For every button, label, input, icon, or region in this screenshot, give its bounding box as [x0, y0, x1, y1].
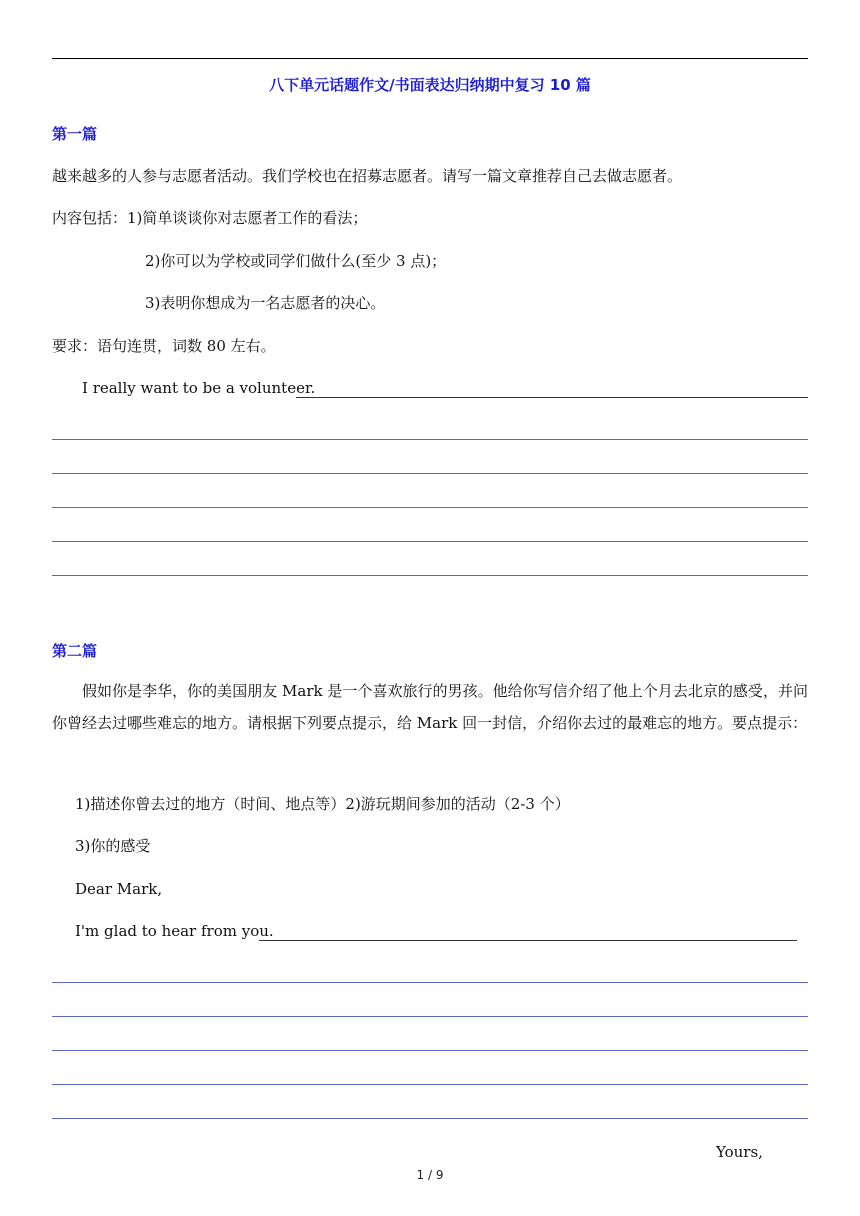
writing-line[interactable]: [52, 439, 808, 440]
section-2-point-3: 3)你的感受: [75, 837, 151, 855]
writing-line[interactable]: [52, 541, 808, 542]
section-1-content-label: 内容包括：1)简单谈谈你对志愿者工作的看法；: [52, 209, 368, 227]
section-2-points-1-2: 1)描述你曾去过的地方（时间、地点等）2)游玩期间参加的活动（2-3 个）: [75, 795, 570, 813]
writing-line[interactable]: [52, 1084, 808, 1085]
section-1-heading: 第一篇: [52, 125, 98, 143]
section-1-starter: I really want to be a volunteer.: [82, 379, 316, 397]
writing-line[interactable]: [52, 982, 808, 983]
page-indicator: 1 / 9: [416, 1168, 444, 1182]
section-1-point-2: 2)你可以为学校或同学们做什么(至少 3 点)；: [145, 252, 447, 270]
letter-closing: Yours,: [716, 1143, 763, 1161]
section-1-prompt: 越来越多的人参与志愿者活动。我们学校也在招募志愿者。请写一篇文章推荐自己去做志愿者。: [52, 167, 683, 185]
writing-line[interactable]: [52, 473, 808, 474]
letter-opening: I'm glad to hear from you.: [75, 922, 274, 940]
writing-line[interactable]: [52, 1016, 808, 1017]
writing-line[interactable]: [52, 575, 808, 576]
document-title: 八下单元话题作文/书面表达归纳期中复习 10 篇: [269, 76, 591, 94]
header-rule: [52, 58, 808, 59]
starter-answer-line[interactable]: [296, 397, 808, 398]
opening-answer-line[interactable]: [259, 940, 797, 941]
writing-line[interactable]: [52, 1050, 808, 1051]
section-2-heading: 第二篇: [52, 642, 98, 660]
letter-greeting: Dear Mark,: [75, 880, 163, 898]
writing-line[interactable]: [52, 1118, 808, 1119]
section-1-point-3: 3)表明你想成为一名志愿者的决心。: [145, 294, 386, 312]
section-2-prompt: 假如你是李华，你的美国朋友 Mark 是一个喜欢旅行的男孩。他给你写信介绍了他上个月去北京的感受，并问你曾经去过哪些难忘的地方。请根据下列要点提示，给 Mark 回一封信，介绍你去过的最难忘的地方。要点提示：: [52, 682, 808, 732]
writing-line[interactable]: [52, 507, 808, 508]
section-1-requirement: 要求：语句连贯，词数 80 左右。: [52, 337, 276, 355]
